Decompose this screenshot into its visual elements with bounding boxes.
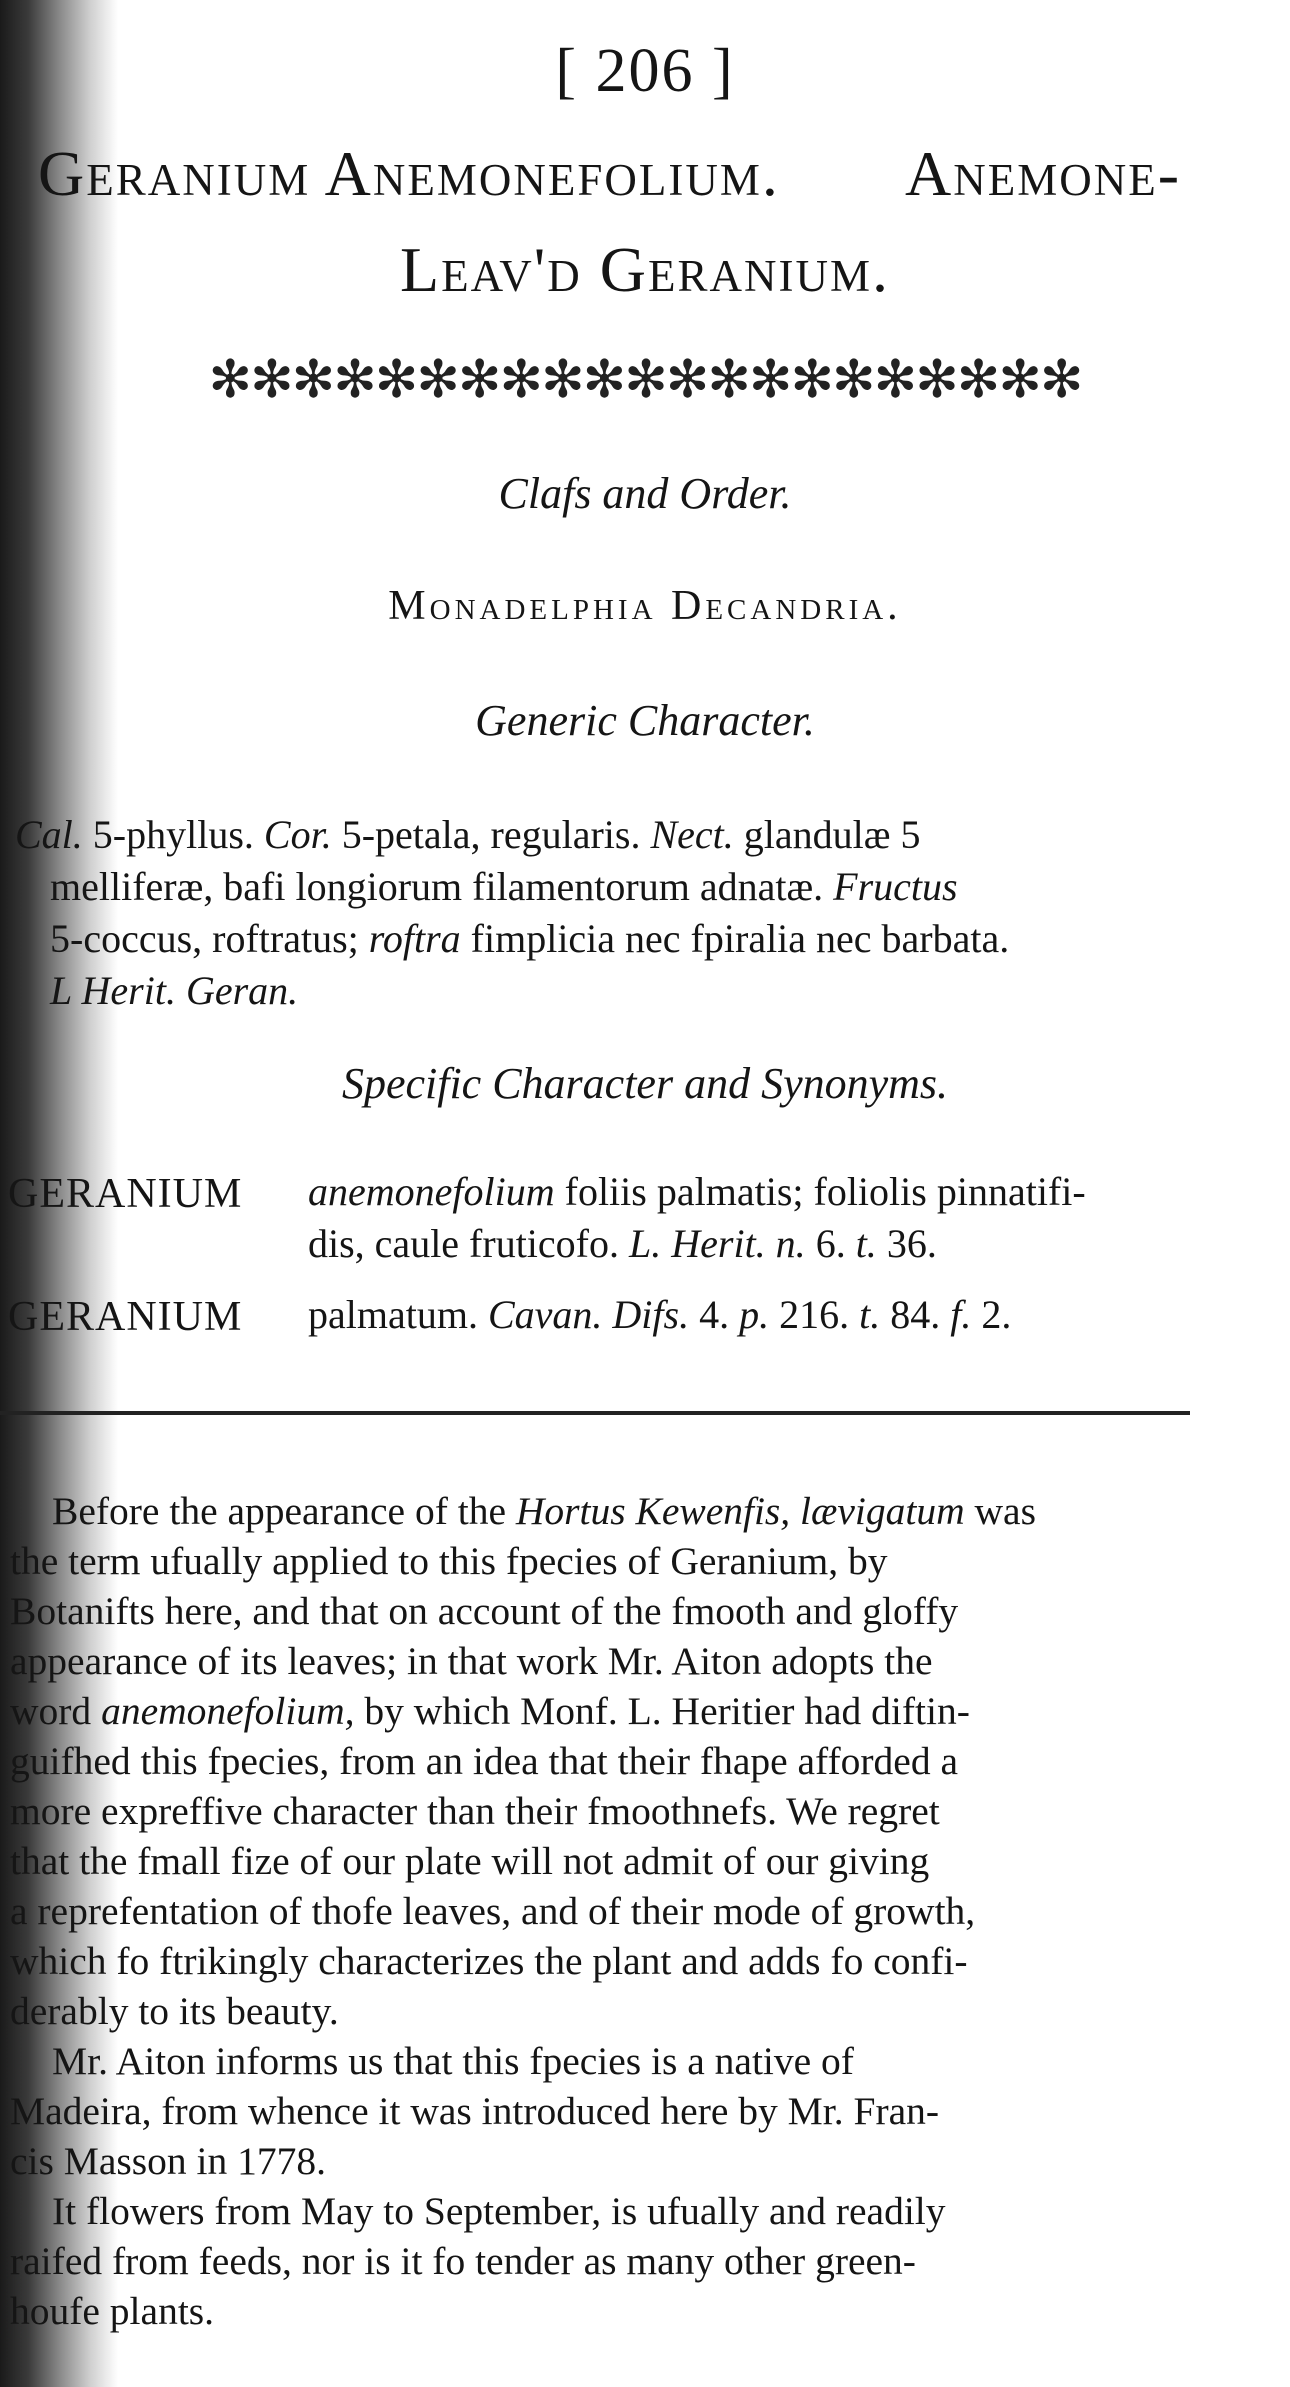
text-segment: 36. xyxy=(876,1221,937,1266)
italic-text: t. xyxy=(855,1221,877,1266)
synonym-line xyxy=(308,1221,937,1266)
text-segment: glandulæ 5 xyxy=(733,812,921,857)
italic-text: Nect. xyxy=(650,812,734,857)
italic-text: L. Herit. n. xyxy=(629,1221,806,1266)
body-line xyxy=(10,2139,326,2183)
body-line xyxy=(10,1689,970,1733)
generic-line xyxy=(50,968,299,1013)
text-segment: It flowers from May to September, is ufually and readily xyxy=(52,2189,946,2233)
synonym-genus: GERANIUM xyxy=(8,1171,243,1217)
text-segment: which fo ftrikingly characterizes the plant and adds fo confi- xyxy=(10,1939,968,1983)
title-common-name-end: Leav'd Geranium. xyxy=(399,234,891,305)
body-line xyxy=(10,1739,958,1783)
star-ornament: ✻✻✻✻✻✻✻✻✻✻✻✻✻✻✻✻✻✻✻✻✻ xyxy=(208,352,1082,409)
synonym-genus: GERANIUM xyxy=(8,1294,243,1340)
synonym-line xyxy=(308,1169,1086,1214)
italic-text: Cor. xyxy=(263,812,332,857)
text-segment: appearance of its leaves; in that work Mr. Aiton adopts the xyxy=(10,1639,933,1683)
italic-text: f. xyxy=(950,1292,972,1337)
text-segment: melliferæ, bafi longiorum filamentorum adnatæ. xyxy=(50,864,834,909)
body-line xyxy=(52,2039,854,2083)
italic-text: Cavan. Difs. xyxy=(487,1292,690,1337)
body-line xyxy=(10,1539,888,1583)
text-segment: 84. xyxy=(880,1292,951,1337)
page-number: [ 206 ] xyxy=(555,37,735,105)
text-segment: that the fmall fize of our plate will not admit of our giving xyxy=(10,1839,930,1883)
text-segment: 2. xyxy=(971,1292,1012,1337)
text-segment: by which Monf. L. Heritier had diftin- xyxy=(354,1689,970,1733)
text-segment: 5-petala, regularis. xyxy=(331,812,651,857)
body-line xyxy=(10,2289,215,2333)
text-segment: 6. xyxy=(805,1221,856,1266)
synonym-line xyxy=(308,1292,1012,1337)
class-order-heading: Clafs and Order. xyxy=(498,469,792,518)
italic-text: roftra xyxy=(368,916,461,961)
italic-text: p. xyxy=(739,1292,770,1337)
text-segment: was xyxy=(964,1489,1036,1533)
text-segment: raifed from feeds, nor is it fo tender as many other green- xyxy=(10,2239,916,2283)
body-line xyxy=(10,1789,940,1833)
italic-text: Fructus xyxy=(833,864,958,909)
text-segment: dis, caule fruticofo. xyxy=(308,1221,629,1266)
text-segment: cis Masson in 1778. xyxy=(10,2139,326,2183)
text-segment: Mr. Aiton informs us that this fpecies is a native of xyxy=(52,2039,854,2083)
body-line xyxy=(10,1989,339,2033)
text-segment: foliis palmatis; foliolis pinnatifi- xyxy=(554,1169,1086,1214)
body-line xyxy=(10,1589,959,1633)
text-segment: word xyxy=(10,1689,102,1733)
text-segment: palmatum. xyxy=(308,1292,488,1337)
text-segment: houfe plants. xyxy=(10,2289,215,2333)
body-line xyxy=(10,1889,976,1933)
italic-text: anemonefolium xyxy=(308,1169,555,1214)
body-line xyxy=(10,2239,916,2283)
text-segment: more expreffive character than their fmoothnefs. We regret xyxy=(10,1789,940,1833)
italic-text: Hortus Kewenfis, lævigatum xyxy=(515,1489,965,1533)
text-segment: 216. xyxy=(769,1292,860,1337)
italic-text: Cal. xyxy=(15,812,83,857)
body-line xyxy=(10,2089,940,2133)
text-segment: fimplicia nec fpiralia nec barbata. xyxy=(460,916,1010,961)
italic-text: L Herit. Geran. xyxy=(50,968,299,1013)
text-segment: Botanifts here, and that on account of the fmooth and gloffy xyxy=(10,1589,959,1633)
text-segment: derably to its beauty. xyxy=(10,1989,339,2033)
body-line xyxy=(52,1489,1036,1533)
text-segment: 5-phyllus. xyxy=(82,812,264,857)
body-line xyxy=(10,1639,933,1683)
text-segment: Madeira, from whence it was introduced here by Mr. Fran- xyxy=(10,2089,940,2133)
body-line xyxy=(10,1839,930,1883)
title-common-name-start: Anemone- xyxy=(905,138,1182,209)
text-segment: a reprefentation of thofe leaves, and of their mode of growth, xyxy=(10,1889,976,1933)
generic-line xyxy=(50,864,958,909)
text-segment: the term ufually applied to this fpecies of Geranium, by xyxy=(10,1539,888,1583)
title-latin-name: Geranium Anemonefolium. xyxy=(38,138,780,209)
generic-line xyxy=(50,916,1010,961)
italic-text: t. xyxy=(859,1292,881,1337)
text-segment: 4. xyxy=(689,1292,740,1337)
section-rule xyxy=(0,1411,1190,1415)
specific-character-heading: Specific Character and Synonyms. xyxy=(341,1059,949,1108)
generic-character-heading: Generic Character. xyxy=(475,696,815,745)
class-order-value: Monadelphia Decandria. xyxy=(388,583,902,629)
generic-line xyxy=(15,812,921,857)
italic-text: anemonefolium, xyxy=(101,1689,355,1733)
body-line xyxy=(10,1939,968,1983)
text-segment: guifhed this fpecies, from an idea that their fhape afforded a xyxy=(10,1739,958,1783)
text-segment: 5-coccus, roftratus; xyxy=(50,916,369,961)
text-segment: Before the appearance of the xyxy=(52,1489,516,1533)
body-line xyxy=(52,2189,946,2233)
